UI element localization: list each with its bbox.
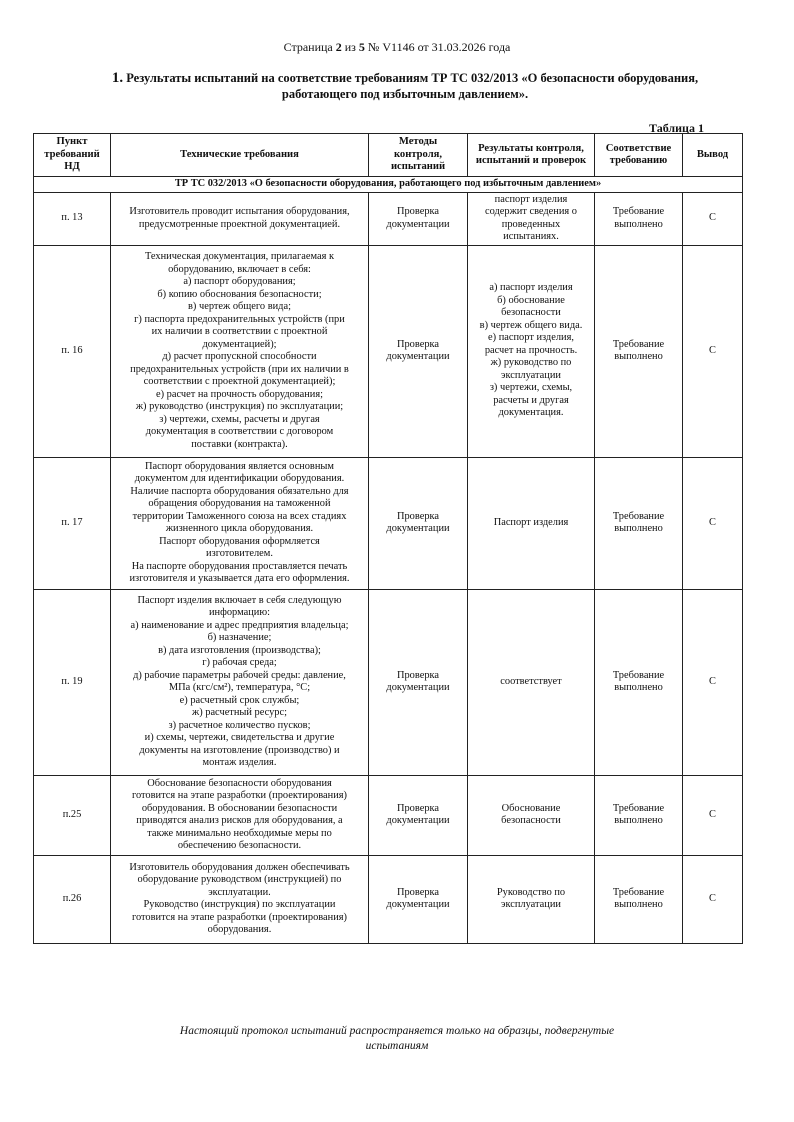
row-result: соответствует	[468, 589, 595, 775]
table-row	[34, 775, 743, 855]
page-total: 5	[358, 40, 365, 54]
row-method: Проверка документации	[369, 192, 468, 245]
page-label: Страница	[283, 40, 336, 54]
row-compliance: Требование выполнено	[595, 855, 683, 943]
section-title-line2: работающего под избыточным давлением».	[281, 87, 529, 101]
table-subheader-row	[34, 177, 743, 193]
row-conclusion: С	[683, 855, 743, 943]
row-method: Проверка документации	[369, 245, 468, 457]
row-method: Проверка документации	[369, 775, 468, 855]
row-result: Руководство по эксплуатации	[468, 855, 595, 943]
row-clause: п. 19	[34, 589, 111, 775]
row-clause: п. 17	[34, 457, 111, 589]
table-header-row	[34, 134, 743, 177]
row-method: Проверка документации	[369, 855, 468, 943]
header-conclusion: Вывод	[683, 134, 743, 177]
row-requirement: Техническая документация, прилагаемая к оборудованию, включает в себя: а) паспорт оборудования; б) копию обоснования безопасности; в) чертеж общего вида; г) паспорта предохранительных устройств (при их наличии в соответствии с проектной документацией); д) расчет пропускной способности предохранительных устройств (при их наличии в соответствии с проектной документацией); е) расчет на прочность оборудования; ж) руководство (инструкция) по эксплуатации; з) чертежи, схемы, расчеты и другая документация в соответствии с договором поставки (контракта).	[111, 245, 369, 457]
table-row	[34, 457, 743, 589]
header-clause: Пункт требований НД	[34, 134, 111, 177]
row-requirement: Изготовитель проводит испытания оборудования, предусмотренные проектной документацией.	[111, 192, 369, 245]
page-of: из	[341, 40, 359, 54]
row-result: Паспорт изделия	[468, 457, 595, 589]
row-result: а) паспорт изделия б) обоснование безопасности в) чертеж общего вида. е) паспорт изделия, расчет на прочность. ж) руководство по эксплуатации з) чертежи, схемы, расчеты и другая документация.	[468, 245, 595, 457]
section-number: 1.	[111, 70, 124, 86]
table-row	[34, 589, 743, 775]
row-conclusion: С	[683, 245, 743, 457]
row-requirement: Паспорт изделия включает в себя следующую информацию: а) наименование и адрес предприятия владельца; б) назначение; в) дата изготовления (производства); г) рабочая среда; д) рабочие параметры рабочей среды: давление, МПа (кгс/см²), температура, °С; е) расчетный срок службы; ж) расчетный ресурс; з) расчетное количество пусков; и) схемы, чертежи, свидетельства и другие документы на изготовление (производство) и монтаж изделия.	[111, 589, 369, 775]
header-methods: Методы контроля, испытаний	[369, 134, 468, 177]
results-table	[33, 133, 743, 944]
row-clause: п. 16	[34, 245, 111, 457]
protocol-id: № V1146 от 31.03.2026 года	[364, 40, 511, 54]
row-clause: п.26	[34, 855, 111, 943]
row-clause: п. 13	[34, 192, 111, 245]
section-title-line1: Результаты испытаний на соответствие требованиям ТР ТС 032/2013 «О безопасности оборудования,	[123, 71, 699, 85]
row-requirement: Обоснование безопасности оборудования готовится на этапе разработки (проектирования) оборудования. В обосновании безопасности приводятся анализ рисков для оборудования, а также минимально необходимые меры по обеспечению безопасности.	[111, 775, 369, 855]
row-conclusion: С	[683, 457, 743, 589]
row-compliance: Требование выполнено	[595, 775, 683, 855]
row-requirement: Паспорт оборудования является основным документом для идентификации оборудования. Наличие паспорта оборудования обязательно для обращения оборудования на таможенной территории Таможенного союза на всех стадиях жизненного цикла оборудования. Паспорт оборудования оформляется изготовителем. На паспорте оборудования проставляется печать изготовителя и указывается дата его оформления.	[111, 457, 369, 589]
row-clause: п.25	[34, 775, 111, 855]
table-row	[34, 192, 743, 245]
row-compliance: Требование выполнено	[595, 192, 683, 245]
page-number: 2	[335, 40, 342, 54]
table-row	[34, 855, 743, 943]
row-conclusion: С	[683, 192, 743, 245]
row-conclusion: С	[683, 775, 743, 855]
row-method: Проверка документации	[369, 589, 468, 775]
row-result: Обоснование безопасности	[468, 775, 595, 855]
page-header	[0, 40, 794, 55]
row-conclusion: С	[683, 589, 743, 775]
row-result: паспорт изделия содержит сведения о проведенных испытаниях.	[468, 192, 595, 245]
row-compliance: Требование выполнено	[595, 245, 683, 457]
header-results: Результаты контроля, испытаний и проверок	[468, 134, 595, 177]
table-row	[34, 245, 743, 457]
section-title	[60, 70, 750, 102]
footer-note: Настоящий протокол испытаний распространяется только на образцы, подвергнутые испытаниям	[179, 1025, 615, 1052]
table-caption: Таблица 1	[649, 121, 704, 135]
header-compliance: Соответствие требованию	[595, 134, 683, 177]
row-compliance: Требование выполнено	[595, 457, 683, 589]
header-requirements: Технические требования	[111, 134, 369, 177]
row-method: Проверка документации	[369, 457, 468, 589]
row-compliance: Требование выполнено	[595, 589, 683, 775]
row-requirement: Изготовитель оборудования должен обеспечивать оборудование руководством (инструкцией) по эксплуатации. Руководство (инструкция) по эксплуатации готовится на этапе разработки (проектирования) оборудования.	[111, 855, 369, 943]
table-subheader: ТР ТС 032/2013 «О безопасности оборудования, работающего под избыточным давлением»	[34, 177, 743, 193]
